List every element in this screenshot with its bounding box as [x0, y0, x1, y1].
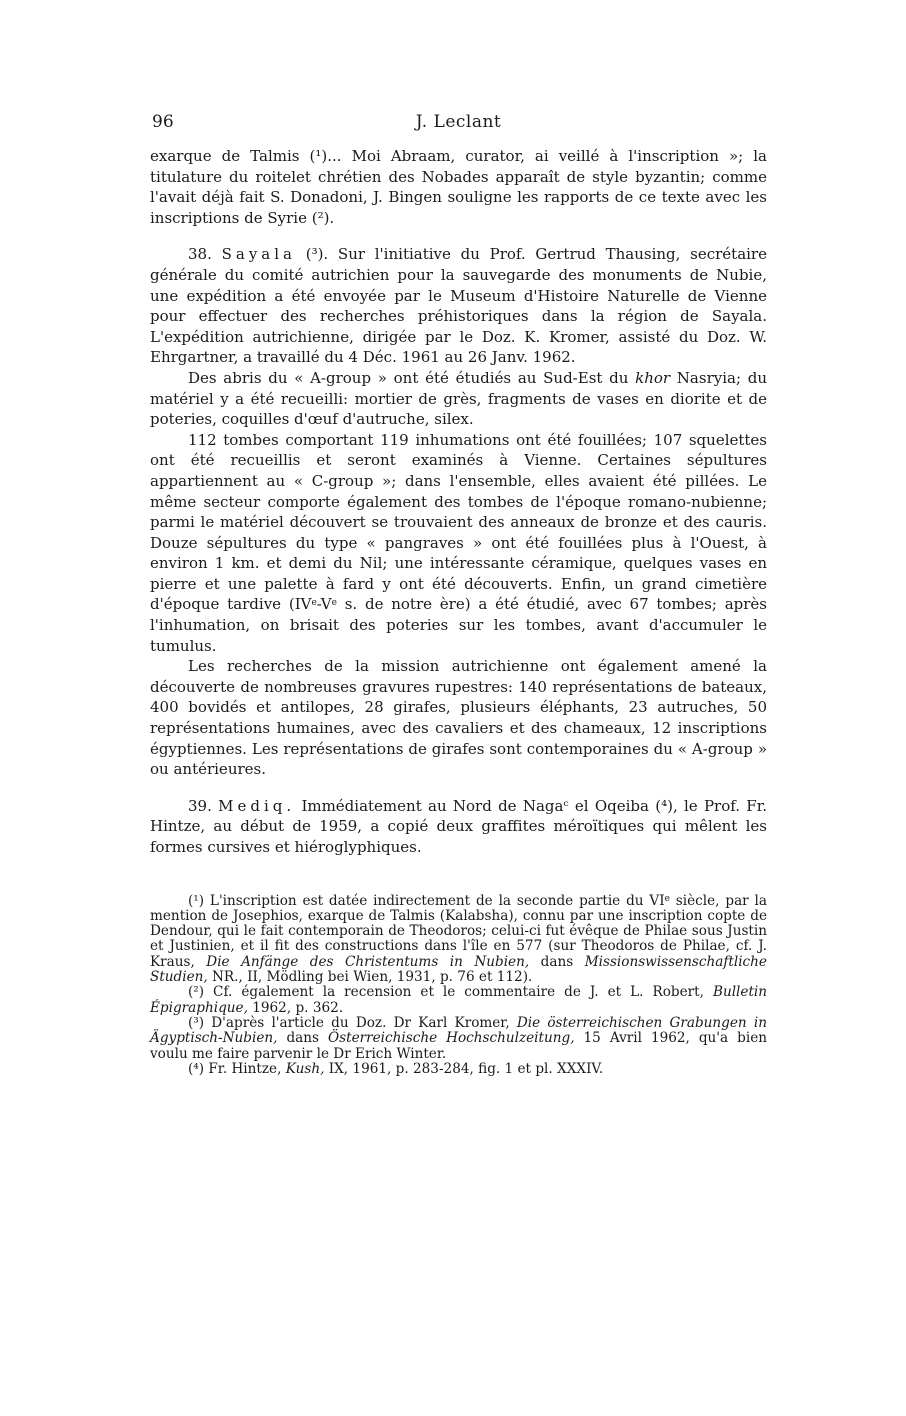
footnotes — [150, 894, 767, 1078]
running-head-author: J. Leclant — [415, 112, 502, 132]
section-39-mediq — [150, 796, 767, 858]
section-text: (³). Sur l'initiative du Prof. Gertrud Thausing, secrétaire générale du comité autrichien pour la sauvegarde des monuments de Nubie, une expédition a été envoyée par le Museum d'Histoire Naturelle de Vienne pour effectuer des recherches préhistoriques dans la région de Sayala. L'expédition autrichienne, dirigée par le Doz. K. Kromer, assisté du Doz. W. Ehrgartner, a travaillé du 4 Déc. 1961 au 26 Janv. 1962. — [150, 245, 767, 367]
paragraph-a-group: Des abris du « A-group » ont été étudiés au Sud-Est du khor Nasryia; du matériel y a été recueilli: mortier de grès, fragments de vases en diorite et de poteries, coquilles d'œuf d'autruche, silex. — [150, 368, 767, 429]
section-number: 39. — [188, 796, 212, 815]
section-text: Immédiatement au Nord de Nagaᶜ el Oqeiba (⁴), le Prof. Fr. Hintze, au début de 1959, a copié deux graffites méroïtiques qui mêlent les formes cursives et hiéroglyphiques. — [150, 796, 767, 856]
body-text — [150, 146, 767, 858]
paragraph-rock-engravings: Les recherches de la mission autrichienne ont également amené la découverte de nombreuses gravures rupestres: 140 représentations de bateaux, 400 bovidés et antilopes, 28 girafes, plusieurs éléphants, 23 autruches, 50 représentations humaines, avec des cavaliers et des chameaux, 12 inscriptions égyptiennes. Les représentations de girafes sont contemporaines du « A-group » ou antérieures. — [150, 657, 767, 779]
section-38-sayala — [150, 244, 767, 368]
page-header — [150, 112, 767, 138]
footnote-4: (⁴) Fr. Hintze, Kush, IX, 1961, p. 283-284, fig. 1 et pl. XXXIV. — [188, 1060, 604, 1077]
place-name: Mediq. — [218, 796, 296, 815]
footnote-1: (¹) L'inscription est datée indirectement de la seconde partie du VIe siècle, par la mention de Josephios, exarque de Talmis (Kalabsha), connu par une inscription copte de Dendour, qui le fait contemporain de Theodoros; celui-ci fut évêque de Philae sous Justin et Justinien, et il fit des constructions dans l'île en 577 (sur Theodoros de Philae, cf. J. Kraus, Die Anfänge des Christentums in Nubien, dans Missionswissenschaftliche Studien, NR., II, Mödling bei Wien, 1931, p. 76 et 112). — [150, 892, 767, 986]
paragraph-continuation: exarque de Talmis (¹)... Moi Abraam, curator, ai veillé à l'inscription »; la titulature du roitelet chrétien des Nobades apparaît de style byzantin; comme l'avait déjà fait S. Donadoni, J. Bingen souligne les rapports de ce texte avec les inscriptions de Syrie (²). — [150, 147, 767, 227]
section-number: 38. — [188, 245, 212, 264]
page-number: 96 — [152, 112, 174, 132]
footnote-3: (³) D'après l'article du Doz. Dr Karl Kromer, Die österreichischen Grabungen in Ägyptisch-Nubien, dans Österreichische Hochschulzeitung, 15 Avril 1962, qu'a bien voulu me faire parvenir le Dr Erich Winter. — [150, 1014, 767, 1062]
paragraph-tombs: 112 tombes comportant 119 inhumations ont été fouillées; 107 squelettes ont été recueillis et seront examinés à Vienne. Certaines sépultures appartiennent au « C-group »; dans l'ensemble, elles avaient été pillées. Le même secteur comporte également des tombes de l'époque romano-nubienne; parmi le matériel découvert se trouvaient des anneaux de bronze et des cauris. Douze sépultures du type « pangraves » ont été fouillées plus à l'Ouest, à environ 1 km. et demi du Nil; une intéressante céramique, quelques vases en pierre et une palette à fard y ont été découverts. Enfin, un grand cimetière d'époque tardive (IVe-Ve s. de notre ère) a été étudié, avec 67 tombes; après l'inhumation, on brisait des poteries sur les tombes, avant d'accumuler le tumulus. — [150, 430, 767, 655]
place-name: Sayala — [221, 245, 296, 264]
footnote-2: (²) Cf. également la recension et le commentaire de J. et L. Robert, Bulletin Épigraphique, 1962, p. 362. — [150, 984, 768, 1016]
document-page — [150, 112, 767, 1077]
khor-term: khor — [635, 368, 671, 387]
